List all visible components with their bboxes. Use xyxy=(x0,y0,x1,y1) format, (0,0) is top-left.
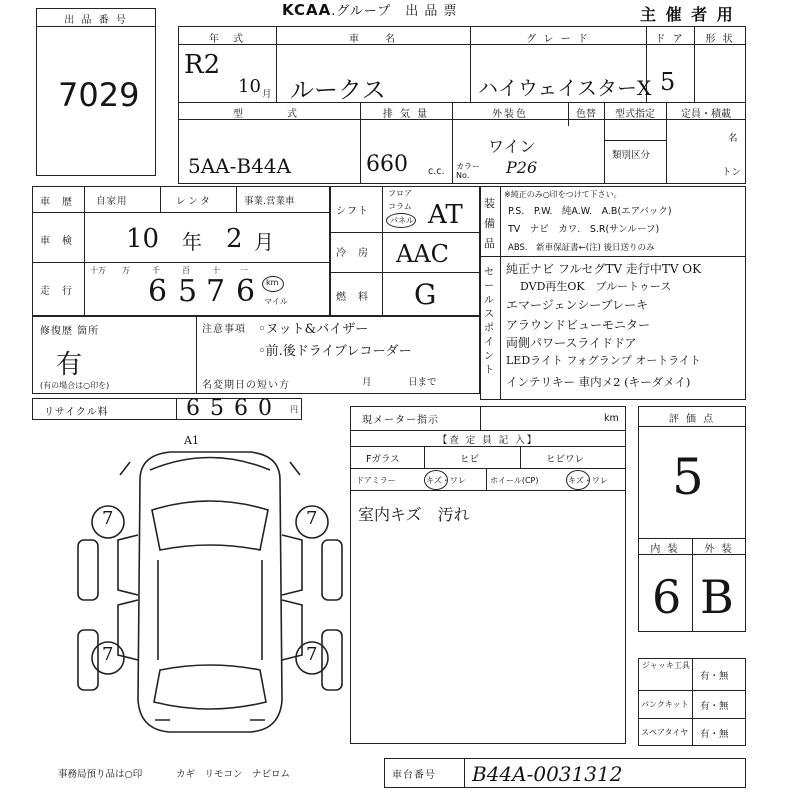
month-value: 10 xyxy=(238,76,261,97)
shift-column: コラム xyxy=(388,202,412,211)
exterior-label: 外装色 xyxy=(492,109,528,120)
equipment-line-2: TV ナビ カワ. S.R(サンルーフ) xyxy=(508,224,660,235)
host-label: 主 催 者 用 xyxy=(640,5,735,24)
sales-line-7: インテリキー 車内メ2 (キーダメイ) xyxy=(506,375,691,389)
mirror-circle xyxy=(424,470,448,490)
inspection-month-unit: 月 xyxy=(254,230,274,254)
lot-number: 7029 xyxy=(58,76,140,114)
capacity-label: 定員・積載 xyxy=(681,109,731,120)
diagram-mark-2: 7 xyxy=(306,508,318,529)
load-unit: トン xyxy=(722,167,742,178)
name-change-day: 日まで xyxy=(408,377,437,388)
capacity-unit: 名 xyxy=(728,133,738,144)
grade-label: グ レ ー ド xyxy=(526,34,590,45)
history-rental: レンタ xyxy=(176,196,213,207)
color-no-value: P26 xyxy=(506,158,538,177)
door-mirror-label: ドアミラー xyxy=(356,476,396,485)
history-private: 自家用 xyxy=(96,196,128,207)
sales-line-5: 両側パワースライドドア xyxy=(506,336,637,350)
spare-tire-value: 有・無 xyxy=(700,729,729,740)
shift-label: シフト xyxy=(336,206,369,217)
diagram-mark-1: 7 xyxy=(102,508,114,529)
glass-label: Fガラス xyxy=(366,454,400,465)
exterior-label: 外 装 xyxy=(704,544,734,555)
car-name: ルークス xyxy=(290,76,386,104)
repair-label: 修復歴 箇所 xyxy=(40,326,100,337)
note-1: ◦ヌット&バイザー xyxy=(258,322,369,337)
doors-value: 5 xyxy=(660,68,676,96)
history-label: 車 歴 xyxy=(40,197,73,208)
inspection-month: 2 xyxy=(226,224,243,254)
glass-crack-break: ヒビワレ xyxy=(546,454,585,465)
model-value: 5AA-B44A xyxy=(188,154,291,178)
shift-value: AT xyxy=(428,200,463,230)
chassis-number: B44A-0031312 xyxy=(472,762,623,786)
equipment-label: 装備品 xyxy=(484,197,495,250)
recycle-digit-2: 5 xyxy=(210,396,224,421)
sales-line-4: アラウンドビューモニター xyxy=(506,318,651,332)
inspection-year: 10 xyxy=(126,224,160,254)
ac-label: 冷 房 xyxy=(336,248,369,259)
repair-value: 有 xyxy=(56,350,83,380)
interior-label: 内 装 xyxy=(650,544,680,555)
glass-crack: ヒビ xyxy=(460,454,480,465)
mileage-digit-2: 5 xyxy=(178,274,198,309)
jack-label: ジャッキ工具 xyxy=(642,661,690,670)
car-diagram-icon xyxy=(70,440,350,740)
sales-line-3: エマージェンシーブレーキ xyxy=(506,298,649,312)
mile-unit: マイル xyxy=(264,297,288,306)
wheel-label: ホイール(CP) xyxy=(490,476,539,485)
place-100: 百 xyxy=(182,266,190,275)
shift-panel: パネル xyxy=(390,216,414,225)
jack-value: 有・無 xyxy=(700,671,729,682)
month-unit: 月 xyxy=(262,89,272,100)
diagram-mark-3: 7 xyxy=(102,644,114,665)
displacement-value: 660 xyxy=(366,152,408,177)
equipment-note: ※純正のみ○印をつけて下さい。 xyxy=(504,190,622,199)
recycle-label: リサイクル料 xyxy=(44,407,109,418)
km-unit: km xyxy=(266,278,279,287)
puncture-kit-value: 有・無 xyxy=(700,701,729,712)
recycle-digit-4: 0 xyxy=(258,396,272,421)
cc-unit: c.c. xyxy=(428,166,445,177)
displacement-label: 排 気 量 xyxy=(382,109,430,120)
color-no-label: カラー No. xyxy=(456,162,480,180)
inspector-comment: 室内キズ 汚れ xyxy=(358,505,470,524)
equipment-line-1: P.S. P.W. 純A.W. A.B(エアバック) xyxy=(508,206,672,217)
place-1: 一 xyxy=(240,266,248,275)
rating-score: 5 xyxy=(672,448,704,506)
meter-label: 現メーター指示 xyxy=(362,415,439,426)
note-2: ◦前.後ドライブレコーダー xyxy=(258,344,412,359)
doors-label: ド ア xyxy=(655,34,685,45)
interior-score: 6 xyxy=(652,570,682,624)
mileage-digit-1: 6 xyxy=(148,274,168,309)
office-items-label: 事務局預り品は○印 xyxy=(58,769,143,780)
type-spec-label: 型式指定 xyxy=(615,109,655,120)
place-100k: 十万 xyxy=(90,266,106,275)
recycle-digit-1: 6 xyxy=(186,396,200,421)
inspection-label: 車 検 xyxy=(40,236,73,247)
name-change-label: 名変期日の短い方 xyxy=(202,380,290,391)
lot-label: 出 品 番 号 xyxy=(64,15,128,26)
sales-point-label: セールスポイント xyxy=(484,267,494,376)
exterior-score: B xyxy=(700,570,734,624)
inspection-year-unit: 年 xyxy=(182,230,202,254)
wheel-circle xyxy=(566,470,590,490)
name-change-month: 月 xyxy=(362,377,372,388)
notes-label: 注意事項 xyxy=(202,324,246,335)
year-label: 年 式 xyxy=(209,34,245,45)
ac-value: AAC xyxy=(396,240,450,268)
spare-tire-label: スペアタイヤ xyxy=(641,728,689,737)
recycle-digit-3: 6 xyxy=(234,396,248,421)
place-1k: 千 xyxy=(152,266,160,275)
sales-line-1: 純正ナビ フルセグTV 走行中TV OK xyxy=(506,262,702,276)
brand-logo-text: KCAA xyxy=(282,1,332,19)
header-brand xyxy=(282,0,458,19)
front-label: A1 xyxy=(184,434,199,447)
form-title: .グループ 出 品 票 xyxy=(331,4,458,19)
place-10: 十 xyxy=(212,266,220,275)
history-commercial: 事業.営業車 xyxy=(244,196,295,207)
shape-label: 形 状 xyxy=(705,34,735,45)
fuel-label: 燃 料 xyxy=(336,292,369,303)
color-change-label: 色替 xyxy=(576,109,596,120)
wheel-damage: キズ・ワレ xyxy=(568,476,608,485)
inspector-label: 【査 定 員 記 入】 xyxy=(437,435,539,446)
equipment-line-3: ABS. 新車保証書←(注) 後日送りのみ xyxy=(508,243,655,253)
panel-circle xyxy=(386,213,416,228)
name-label: 車 名 xyxy=(349,34,397,45)
sales-line-2: DVD再生OK ブルートゥース xyxy=(520,280,672,293)
grade-value: ハイウェイスターX xyxy=(478,76,652,100)
diagram-mark-4: 7 xyxy=(306,644,318,665)
fuel-value: G xyxy=(414,278,437,311)
mileage-digit-4: 6 xyxy=(236,274,256,309)
repair-note: (有の場合は○印を) xyxy=(40,381,110,390)
recycle-unit: 円 xyxy=(290,405,298,414)
shift-floor: フロア xyxy=(388,189,412,198)
door-mirror-damage: キズ・ワレ xyxy=(426,476,466,485)
mileage-label: 走 行 xyxy=(40,286,73,297)
rating-label: 評 価 点 xyxy=(668,414,716,425)
meter-unit: km xyxy=(604,413,619,424)
class-label: 類別区分 xyxy=(612,150,651,161)
year-value: R2 xyxy=(184,50,221,80)
sales-line-6: LEDライト フォグランプ オートライト xyxy=(506,354,701,367)
chassis-label: 車台番号 xyxy=(392,770,436,781)
place-10k: 万 xyxy=(122,266,130,275)
exterior-value: ワイン xyxy=(488,137,536,156)
model-label: 型 式 xyxy=(233,109,305,120)
puncture-kit-label: パンクキット xyxy=(641,700,689,709)
mileage-digit-3: 7 xyxy=(206,274,226,309)
office-items: カギ リモコン ナビロム xyxy=(176,769,291,780)
